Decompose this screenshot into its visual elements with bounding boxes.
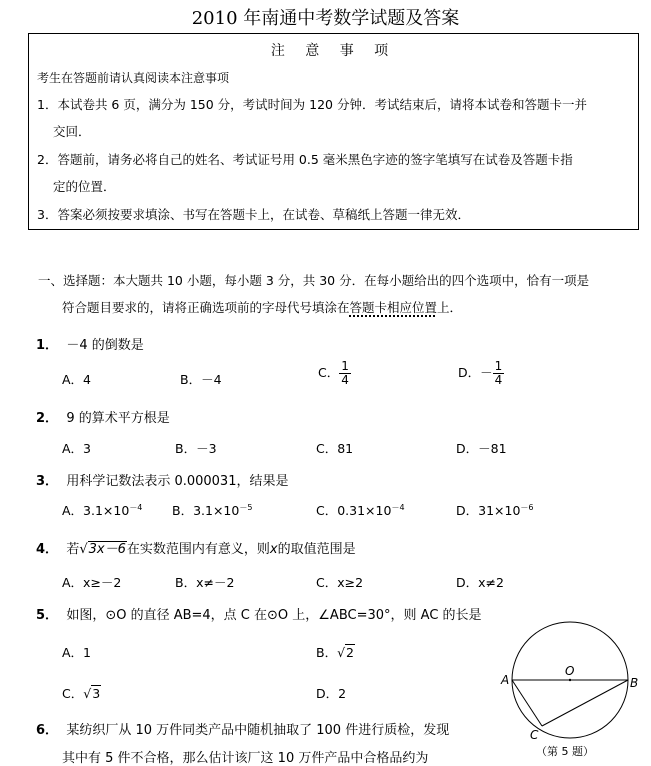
- question-4-stem: [36, 538, 356, 557]
- q5-option-c-prefix: C．: [62, 686, 84, 701]
- q2-option-d: D．－81: [456, 441, 507, 456]
- question-4-end: 的取值范围是: [277, 542, 356, 557]
- question-3-text: 用科学记数法表示 0.000031，结果是: [66, 474, 289, 489]
- section1-line2-emph: 答题卡相应位置: [349, 300, 438, 315]
- figure-5-label-a: A: [501, 673, 510, 687]
- q1-option-c-prefix: C．: [318, 365, 340, 380]
- question-3-stem: [36, 470, 288, 489]
- figure-5-circle-diagram: [498, 618, 640, 760]
- question-4-number: 4．: [36, 542, 59, 557]
- question-3-number: 3．: [36, 474, 59, 489]
- notice-box: [28, 33, 639, 230]
- notice-item-1: 1．本试卷共 6 页，满分为 150 分，考试时间为 120 分钟．考试结束后，请将本试卷和答题卡一并: [37, 97, 587, 112]
- question-2-stem: [36, 407, 170, 426]
- question-6-text: 某纺织厂从 10 万件同类产品中随机抽取了 100 件进行质检，发现: [66, 723, 450, 738]
- q1-option-c-numerator: 1: [341, 359, 349, 373]
- q1-option-a: A．4: [62, 372, 92, 387]
- q3-option-a-base: A．3.1×10: [62, 503, 130, 518]
- q1-option-b: B．－4: [180, 372, 222, 387]
- question-2-text: 9 的算术平方根是: [66, 411, 170, 426]
- q5-option-d: D．2: [316, 686, 347, 701]
- q3-option-c: [316, 501, 405, 519]
- figure-5-caption: （第 5 题）: [536, 745, 594, 758]
- figure-5-label-b: B: [630, 676, 639, 690]
- q3-option-c-base: C．0.31×10: [316, 503, 392, 518]
- q1-option-d-denominator: 4: [494, 373, 503, 387]
- section1-line2-post: 上．: [437, 300, 463, 315]
- question-2-number: 2．: [36, 411, 59, 426]
- question-5-number: 5．: [36, 608, 59, 623]
- section1-instructions-line1: 一、选择题：本大题共 10 小题，每小题 3 分，共 30 分．在每小题给出的四个选项中，恰有一项是: [38, 273, 590, 288]
- q4-option-d: D．x≠2: [456, 575, 504, 590]
- question-6-number: 6．: [36, 723, 59, 738]
- q4-option-c: C．x≥2: [316, 575, 364, 590]
- q4-option-a: A．x≥－2: [62, 575, 122, 590]
- notice-item-2: 2．答题前，请务必将自己的姓名、考试证号用 0.5 毫米黑色字迹的签字笔填写在试卷及答题卡指: [37, 152, 573, 167]
- q2-option-b: B．－3: [175, 441, 217, 456]
- figure-5-label-c: C: [530, 728, 539, 742]
- q3-option-a: [62, 501, 142, 519]
- notice-item-3: 3．答案必须按要求填涂、书写在答题卡上，在试卷、草稿纸上答题一律无效．: [37, 207, 470, 222]
- q5-option-b-sqrt: √2: [337, 645, 354, 660]
- q1-option-c-fraction: [339, 360, 351, 387]
- question-1-stem: [36, 334, 144, 353]
- question-5-text: 如图，⊙O 的直径 AB=4，点 C 在⊙O 上，∠ABC=30°，则 AC 的长是: [66, 608, 482, 623]
- q1-option-d-fraction: [493, 360, 505, 387]
- q5-option-c: [62, 684, 101, 702]
- question-4-post: 在实数范围内有意义，则: [126, 542, 270, 557]
- q3-option-b-exponent: －5: [239, 502, 253, 512]
- q3-option-d-base: D．31×10: [456, 503, 521, 518]
- q5-option-c-radicand: 3: [92, 686, 101, 701]
- q3-option-a-exponent: －4: [129, 502, 143, 512]
- section1-instructions-line2: [62, 298, 462, 316]
- q4-option-b: B．x≠－2: [175, 575, 235, 590]
- q1-option-d: [458, 360, 504, 387]
- q5-option-b-radicand: 2: [346, 645, 354, 660]
- q5-option-b: [316, 643, 355, 661]
- notice-item-2-cont: 定的位置．: [53, 179, 116, 194]
- figure-5-chord-bc: [542, 680, 628, 726]
- figure-5-label-o: O: [565, 664, 575, 678]
- q5-option-c-sqrt: √3: [83, 686, 101, 701]
- q5-option-b-prefix: B．: [316, 645, 338, 660]
- section1-line2-pre: 符合题目要求的，请将正确选项前的字母代号填涂在: [62, 300, 350, 315]
- page-title: 2010 年南通中考数学试题及答案: [191, 8, 460, 29]
- q3-option-d-exponent: －6: [520, 502, 534, 512]
- q2-option-a: A．3: [62, 441, 92, 456]
- notice-heading: 注 意 事 项: [270, 43, 397, 59]
- q3-option-b-base: B．3.1×10: [172, 503, 240, 518]
- q2-option-c: C．81: [316, 441, 354, 456]
- q1-option-c-denominator: 4: [341, 373, 349, 387]
- figure-5-center-point: [569, 679, 571, 681]
- q3-option-b: [172, 501, 252, 519]
- question-1-number: 1．: [36, 338, 59, 353]
- question-6-text-cont: 其中有 5 件不合格，那么估计该厂这 10 万件产品中合格品约为: [62, 751, 429, 766]
- q1-option-d-numerator: 1: [494, 359, 503, 373]
- question-5-stem: [36, 604, 482, 623]
- q3-option-c-exponent: －4: [391, 502, 405, 512]
- question-6-stem: [36, 719, 449, 738]
- question-4-sqrt: √3x－6: [79, 542, 126, 557]
- notice-intro: 考生在答题前请认真阅读本注意事项: [37, 71, 230, 85]
- question-4-pre: 若: [66, 542, 80, 557]
- notice-item-1-cont: 交回．: [53, 124, 91, 139]
- q1-option-c: [318, 360, 351, 387]
- q5-option-a: A．1: [62, 645, 92, 660]
- question-4-radicand: 3x－6: [88, 542, 126, 557]
- question-4-variable: x: [269, 542, 278, 557]
- question-1-text: －4 的倒数是: [66, 338, 144, 353]
- q1-option-d-prefix: D．－: [458, 365, 493, 380]
- q3-option-d: [456, 501, 534, 519]
